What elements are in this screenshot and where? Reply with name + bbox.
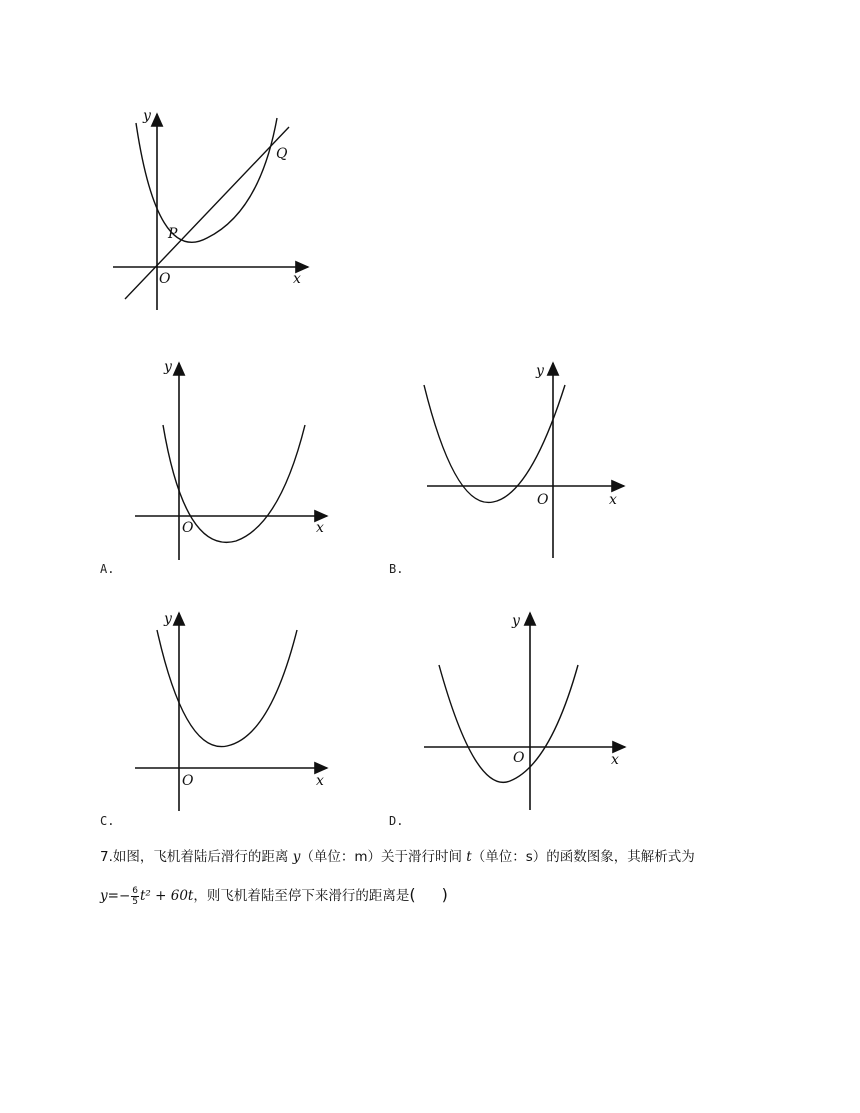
parabola-curve bbox=[424, 385, 565, 502]
formula-rest: t² + 60t bbox=[140, 888, 194, 904]
question-number: 7. bbox=[100, 849, 113, 865]
formula-lhs: y bbox=[100, 888, 108, 904]
option-d-graph bbox=[420, 605, 630, 815]
parabola-curve bbox=[157, 630, 297, 747]
option-c-graph bbox=[130, 605, 340, 815]
question-7-line1 bbox=[100, 845, 695, 865]
option-d-label[interactable]: D. bbox=[389, 814, 404, 828]
variable-t: t bbox=[466, 849, 472, 865]
question-7-line2 bbox=[100, 884, 448, 907]
y-axis-label: y bbox=[512, 613, 520, 629]
option-a-label[interactable]: A. bbox=[100, 562, 115, 576]
question-text-part1: 如图，飞机着陆后滑行的距离 bbox=[112, 849, 293, 865]
option-b-graph bbox=[420, 355, 630, 565]
fraction bbox=[131, 886, 139, 907]
option-c-label[interactable]: C. bbox=[100, 814, 115, 828]
x-axis-label: x bbox=[293, 271, 301, 287]
y-axis-label: y bbox=[164, 359, 172, 375]
x-axis-label: x bbox=[316, 773, 324, 789]
x-axis-label: x bbox=[316, 520, 324, 536]
y-axis-label: y bbox=[164, 611, 172, 627]
origin-label: O bbox=[159, 271, 171, 287]
origin-label: O bbox=[513, 750, 525, 766]
main-figure bbox=[105, 100, 325, 320]
x-axis-label: x bbox=[609, 492, 617, 508]
answer-blank-open[interactable]: ( bbox=[409, 885, 416, 904]
point-p-label: P bbox=[168, 226, 178, 242]
y-axis-label: y bbox=[143, 108, 151, 124]
question-text-part2: （单位：m）关于滑行时间 bbox=[300, 849, 467, 865]
y-axis-label: y bbox=[536, 363, 544, 379]
point-q-label: Q bbox=[276, 146, 288, 162]
origin-label: O bbox=[537, 492, 549, 508]
formula-equals: =− bbox=[107, 888, 131, 904]
option-b-label[interactable]: B. bbox=[389, 562, 404, 576]
origin-label: O bbox=[182, 520, 194, 536]
question-text-part3: （单位：s）的函数图象，其解析式为 bbox=[471, 849, 695, 865]
option-a-graph bbox=[130, 355, 340, 565]
variable-y: y bbox=[292, 849, 301, 865]
answer-blank-close[interactable]: ) bbox=[441, 885, 448, 904]
fraction-denominator: 5 bbox=[132, 896, 138, 907]
x-axis-label: x bbox=[611, 752, 619, 768]
line-through-origin bbox=[125, 127, 289, 299]
parabola-curve bbox=[439, 665, 578, 782]
origin-label: O bbox=[182, 773, 194, 789]
question-text-part4: ，则飞机着陆至停下来滑行的距离是 bbox=[193, 888, 410, 904]
fraction-numerator: 6 bbox=[132, 885, 138, 896]
